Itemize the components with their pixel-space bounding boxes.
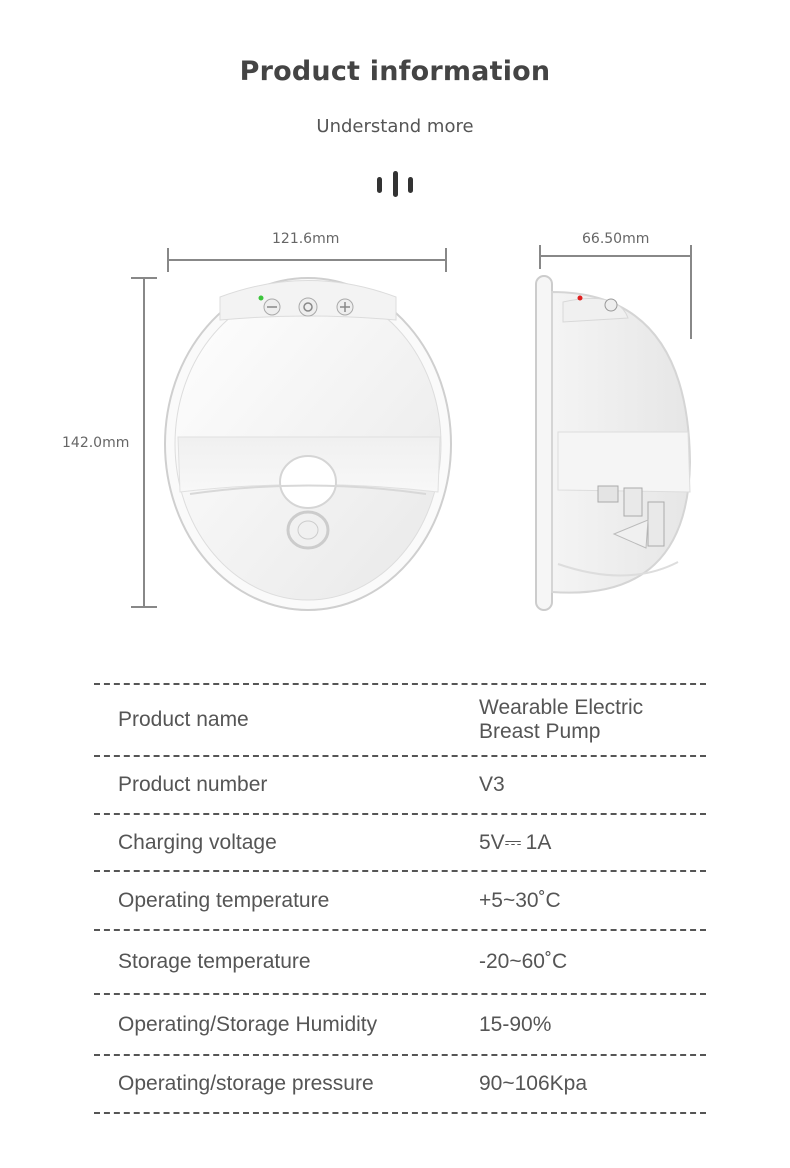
spec-label: Operating/Storage Humidity — [118, 1012, 378, 1036]
page-subtitle: Understand more — [316, 116, 474, 137]
product-side-view-image — [528, 272, 698, 614]
depth-dimension-line — [539, 255, 691, 257]
spec-label: Operating/storage pressure — [118, 1072, 374, 1095]
spec-value: 5V⎓ 1A — [479, 830, 552, 854]
spec-value: Wearable Electric Breast Pump — [479, 696, 644, 743]
width-dimension-label: 121.6mm — [272, 231, 340, 247]
spec-value: +5~30˚C — [479, 888, 561, 912]
section-divider-icon — [376, 171, 416, 197]
height-dimension-label: 142.0mm — [62, 435, 130, 451]
width-dimension-line — [167, 259, 447, 261]
spec-label: Operating temperature — [118, 888, 330, 912]
specification-table — [94, 683, 706, 1114]
table-row — [94, 683, 706, 755]
spec-label: Product name — [118, 708, 249, 731]
spec-label: Charging voltage — [118, 830, 277, 854]
spec-value: 90~106Kpa — [479, 1072, 588, 1095]
spec-value: 15-90% — [479, 1012, 552, 1036]
table-row — [94, 1054, 706, 1114]
spec-label: Storage temperature — [118, 950, 311, 973]
table-row — [94, 870, 706, 929]
table-row — [94, 993, 706, 1054]
table-row — [94, 813, 706, 870]
spec-value: V3 — [479, 773, 505, 796]
height-dimension-line — [143, 277, 145, 608]
depth-dimension-label: 66.50mm — [582, 231, 650, 247]
product-front-view-image — [160, 272, 460, 612]
spec-value: -20~60˚C — [479, 950, 568, 973]
table-row — [94, 755, 706, 813]
spec-label: Product number — [118, 773, 268, 796]
table-row — [94, 929, 706, 993]
page-title: Product information — [239, 56, 551, 87]
